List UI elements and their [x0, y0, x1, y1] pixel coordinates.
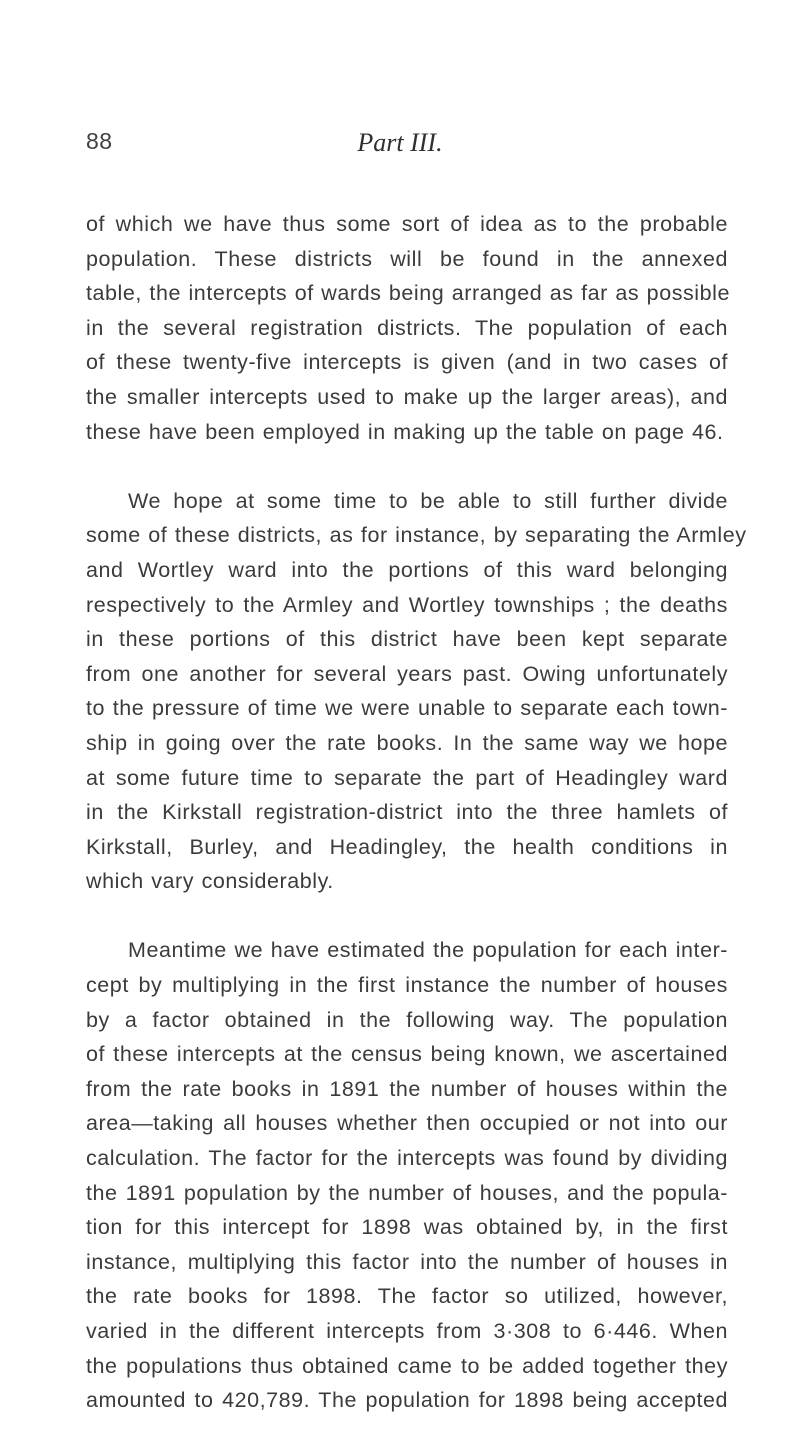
running-title: Part III. — [357, 128, 443, 157]
text-line: in the Kirkstall registration-district into the three hamlets of — [86, 800, 728, 825]
text-line: in the several registration districts. The population of each — [86, 315, 728, 340]
text-line: instance, multiplying this factor into the number of houses in — [86, 1249, 728, 1274]
paragraph-2 — [86, 484, 747, 899]
text-line: of which we have thus some sort of idea as to the probable — [86, 212, 728, 236]
text-line: from one another for several years past. Owing unfortunately — [86, 661, 728, 686]
text-line: to the pressure of time we were unable to separate each town- — [86, 696, 728, 721]
text-line: Kirkstall, Burley, and Headingley, the health conditions in — [86, 834, 728, 859]
text-line: population. These districts will be found in the annexed — [86, 246, 728, 271]
text-line: which vary considerably. — [86, 869, 334, 894]
text-line: the rate books for 1898. The factor so utilized, however, — [86, 1284, 728, 1309]
text-line: the 1891 population by the number of houses, and the popula- — [86, 1180, 728, 1205]
text-line: from the rate books in 1891 the number of houses within the — [86, 1076, 728, 1101]
body-text — [86, 207, 747, 1452]
text-line: of these twenty-five intercepts is given (and in two cases of — [86, 350, 728, 375]
text-line: We hope at some time to be able to still further divide — [128, 488, 728, 513]
text-line: respectively to the Armley and Wortley townships ; the deaths — [86, 592, 728, 617]
paragraph-3 — [86, 933, 728, 1417]
paragraph-1 — [86, 207, 728, 449]
text-line: some of these districts, as for instance, by separating the Armley — [86, 523, 747, 548]
text-line: the smaller intercepts used to make up the larger areas), and — [86, 384, 728, 409]
text-line: area—taking all houses whether then occupied or not into our — [86, 1111, 728, 1136]
page-number: 88 — [86, 128, 113, 154]
text-line: these have been employed in making up the table on page 46. — [86, 419, 724, 444]
text-line: calculation. The factor for the intercepts was found by dividing — [86, 1146, 728, 1171]
text-line: and Wortley ward into the portions of this ward belonging — [86, 557, 728, 582]
text-line: by a factor obtained in the following way. The population — [86, 1007, 728, 1032]
text-line: tion for this intercept for 1898 was obtained by, in the first — [86, 1215, 728, 1240]
text-line: of these intercepts at the census being known, we ascertained — [86, 1042, 728, 1067]
text-line: the populations thus obtained came to be added together they — [86, 1353, 728, 1378]
text-line: ship in going over the rate books. In the same way we hope — [86, 730, 728, 755]
text-line: Meantime we have estimated the population for each inter- — [128, 938, 728, 963]
text-line: amounted to 420,789. The population for 1898 being accepted — [86, 1388, 728, 1413]
text-line: varied in the different intercepts from 3·308 to 6·446. When — [86, 1319, 728, 1343]
text-line: table, the intercepts of wards being arranged as far as possible — [86, 281, 730, 306]
text-line: cept by multiplying in the first instance the number of houses — [86, 973, 728, 998]
text-line: in these portions of this district have been kept separate — [86, 627, 728, 652]
text-line: at some future time to separate the part of Headingley ward — [86, 765, 728, 790]
page-header — [86, 128, 714, 168]
